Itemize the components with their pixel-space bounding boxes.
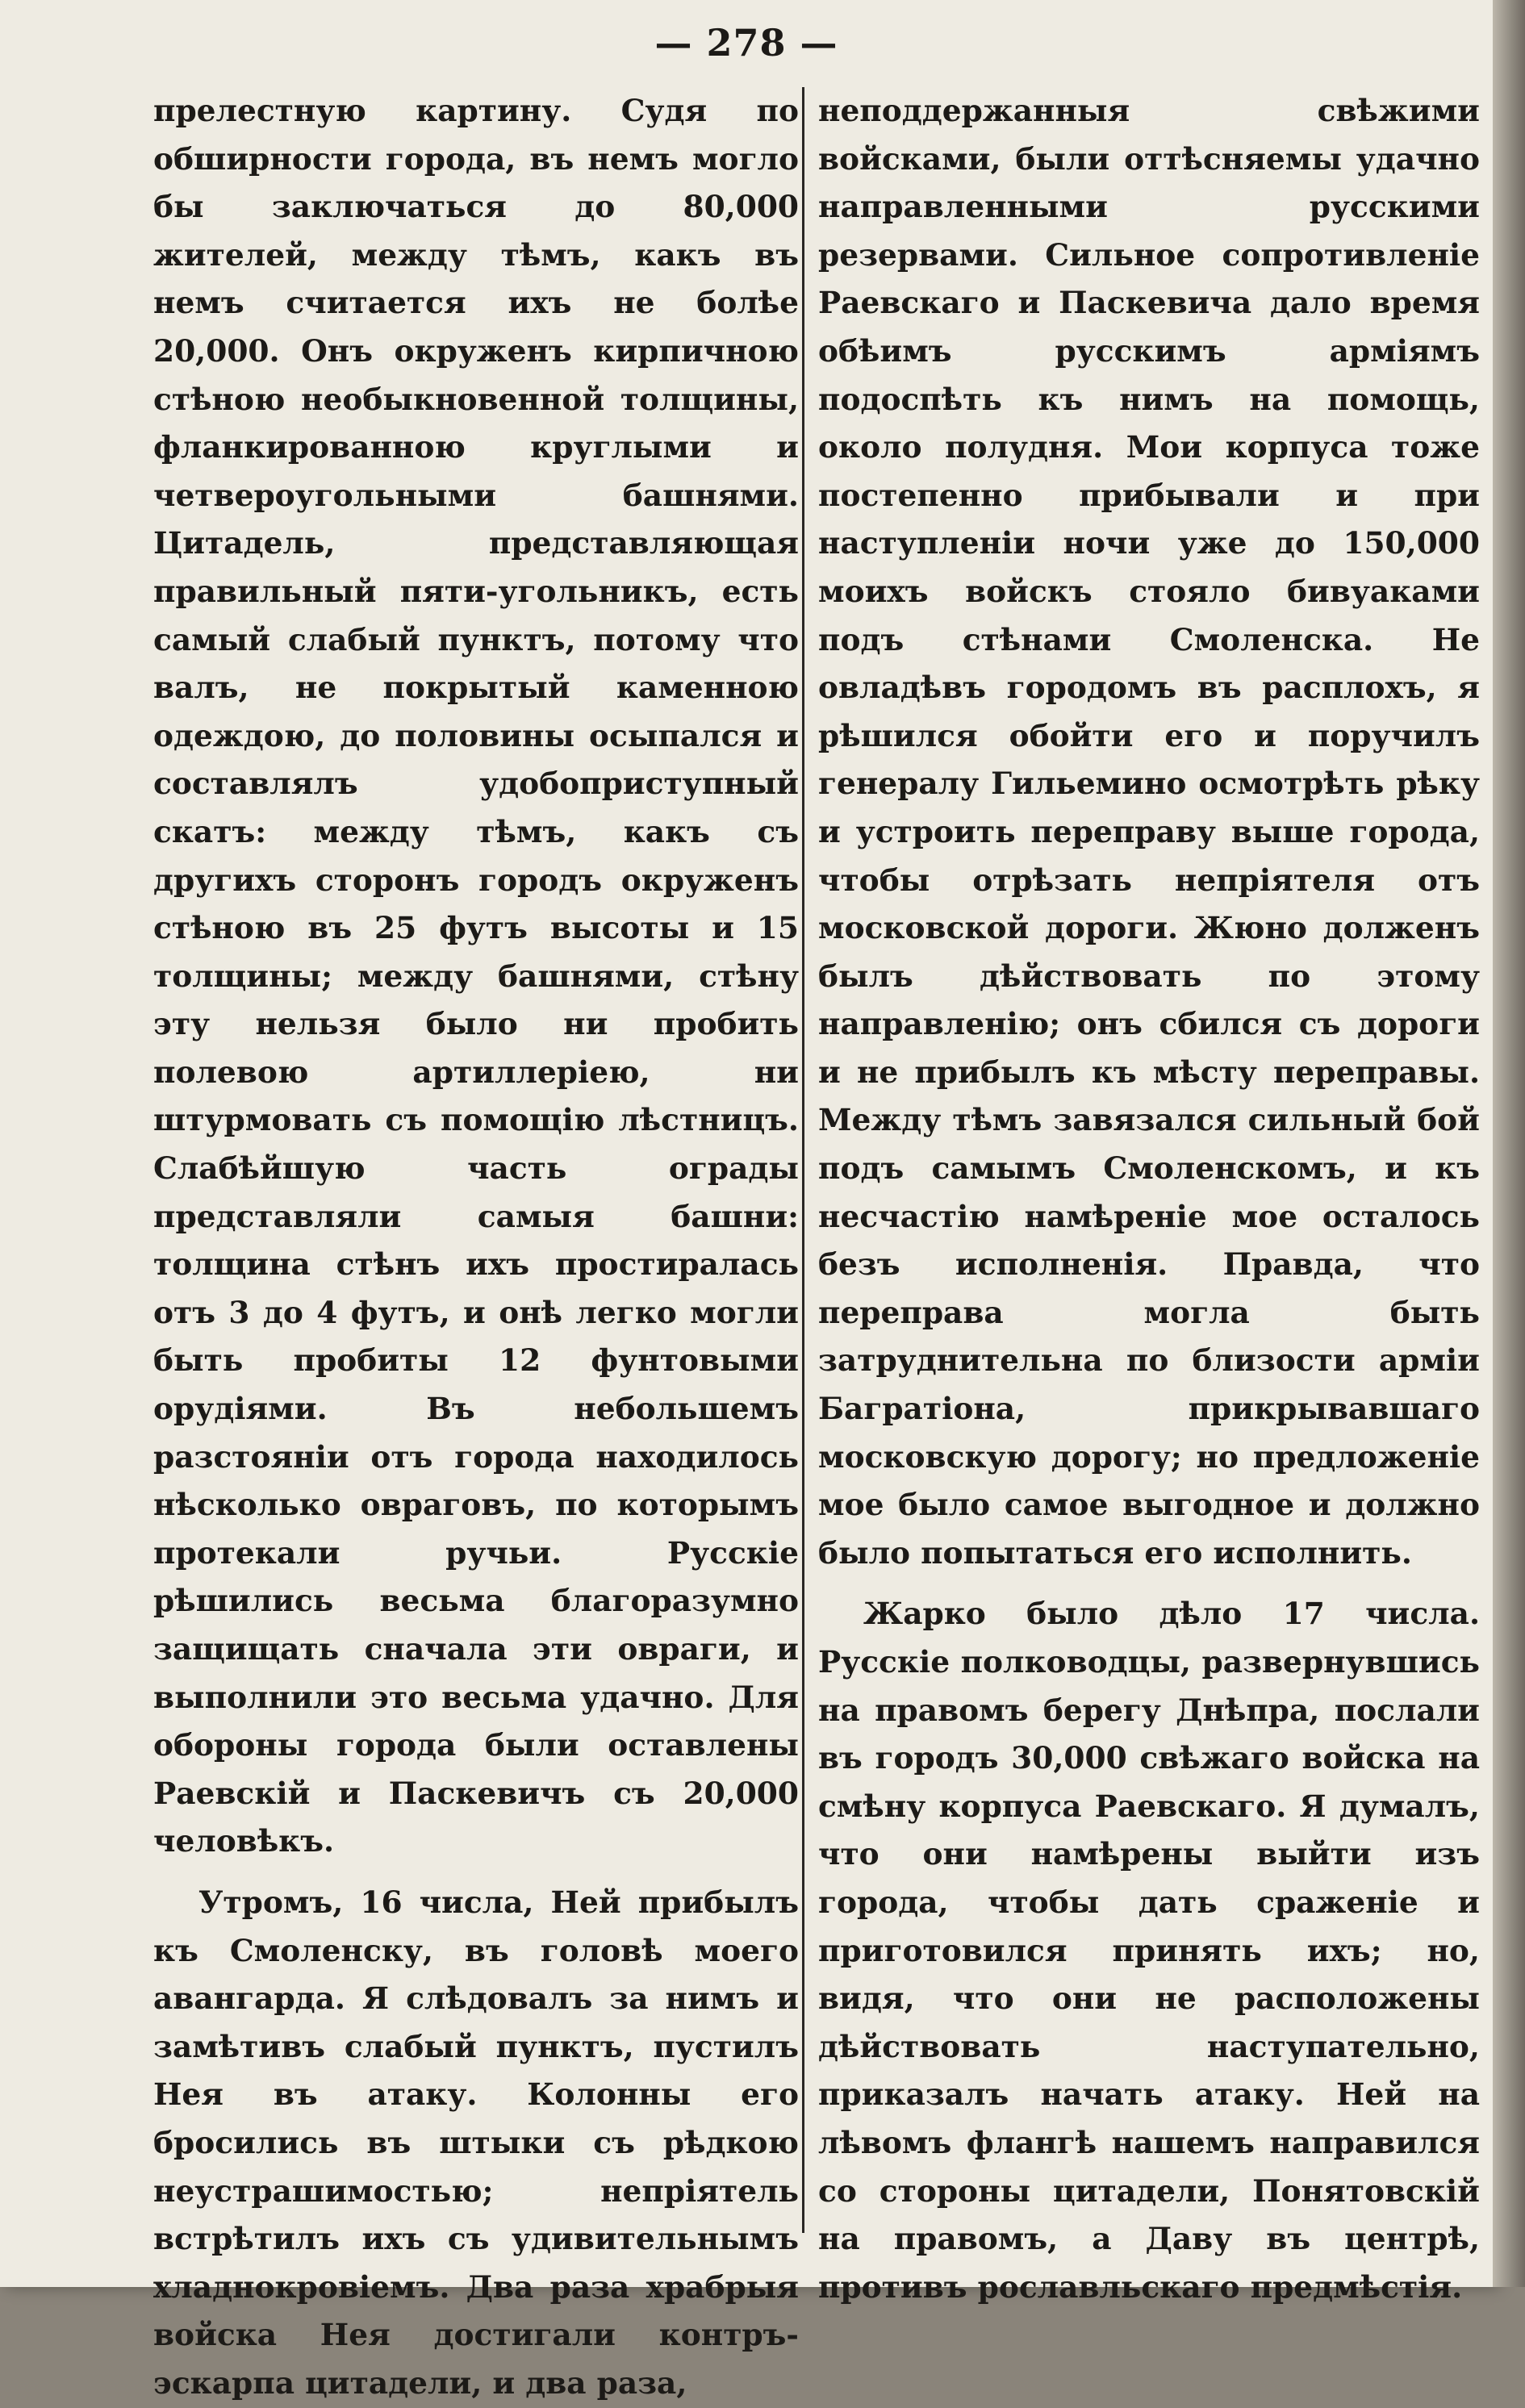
column-divider bbox=[802, 87, 804, 2233]
right-column bbox=[818, 87, 1480, 2311]
book-edge bbox=[1493, 0, 1525, 2287]
paragraph: Жарко было дѣло 17 числа. Русскіе полководцы, развернувшись на правомъ берегу Днѣпра, послали въ городъ 30,000 свѣжаго войска на смѣну корпуса Раевскаго. Я думалъ, что они намѣрены выйти изъ города, чтобы дать сраженіе и приготовился принять ихъ; но, видя, что они не расположены дѣйствовать наступательно, приказалъ начать атаку. Ней на лѣвомъ флангѣ нашемъ направился со стороны цитадели, Понятовскій на правомъ, а Даву въ центрѣ, противъ рославльскаго предмѣстія. bbox=[818, 1596, 1480, 2305]
page-number: — 278 — bbox=[654, 21, 838, 65]
left-column bbox=[153, 87, 799, 2408]
paragraph: неподдержанныя свѣжими войсками, были оттѣсняемы удачно направленными русскими резервами. Сильное сопротивленіе Раевскаго и Паскевича дало время обѣимъ русскимъ арміямъ подоспѣть къ нимъ на помощь, около полудня. Мои корпуса тоже постепенно прибывали и при наступленіи ночи уже до 150,000 моихъ войскъ стояло бивуаками подъ стѣнами Смоленска. Не овладѣвъ городомъ въ расплохъ, я рѣшился обойти его и поручилъ генералу Гильемино осмотрѣть рѣку и устроить переправу выше города, чтобы отрѣзать непріятеля отъ московской дороги. Жюно долженъ былъ дѣйствовать по этому направленію; онъ сбился съ дороги и не прибылъ къ мѣсту переправы. Между тѣмъ завязался сильный бой подъ самымъ Смоленскомъ, и къ несчастію намѣреніе мое осталось безъ исполненія. Правда, что переправа могла быть затруднительна по близости арміи Багратіона, прикрывавшаго московскую дорогу; но предложеніе мое было самое выгодное и должно было попытаться его исполнить. bbox=[818, 93, 1480, 1571]
paragraph: прелестную картину. Судя по обширности города, въ немъ могло бы заключаться до 80,000 жителей, между тѣмъ, какъ въ немъ считается ихъ не болѣе 20,000. Онъ окруженъ кирпичною стѣною необыкновенной толщины, фланкированною круглыми и четвероугольными башнями. Цитадель, представляющая правильный пяти-угольникъ, есть самый слабый пунктъ, потому что валъ, не покрытый каменною одеждою, до половины осыпался и составлялъ удобоприступный скатъ: между тѣмъ, какъ съ другихъ сторонъ городъ окруженъ стѣною въ 25 футъ высоты и 15 толщины; между башнями, стѣну эту нельзя было ни пробить полевою артиллеріею, ни штурмовать съ помощію лѣстницъ. Слабѣйшую часть ограды представляли самыя башни: толщина стѣнъ ихъ простиралась отъ 3 до 4 футъ, и онѣ легко могли быть пробиты 12 фунтовыми орудіями. Въ небольшемъ разстояніи отъ города находилось нѣсколько овраговъ, по которымъ протекали ручьи. Русскіе рѣшились весьма благоразумно защищать сначала эти овраги, и выполнили это весьма удачно. Для обороны города были оставлены Раевскій и Паскевичъ съ 20,000 человѣкъ. bbox=[153, 93, 799, 1859]
paragraph: Утромъ, 16 числа, Ней прибылъ къ Смоленску, въ головѣ моего авангарда. Я слѣдовалъ за нимъ и замѣтивъ слабый пунктъ, пустилъ Нея въ атаку. Колонны его бросились въ штыки съ рѣдкою неустрашимостью; непріятель встрѣтилъ ихъ съ удивительнымъ хладнокровіемъ. Два раза храбрыя войска Нея достигали контръ-эскарпа цитадели, и два раза, bbox=[153, 1884, 799, 2401]
